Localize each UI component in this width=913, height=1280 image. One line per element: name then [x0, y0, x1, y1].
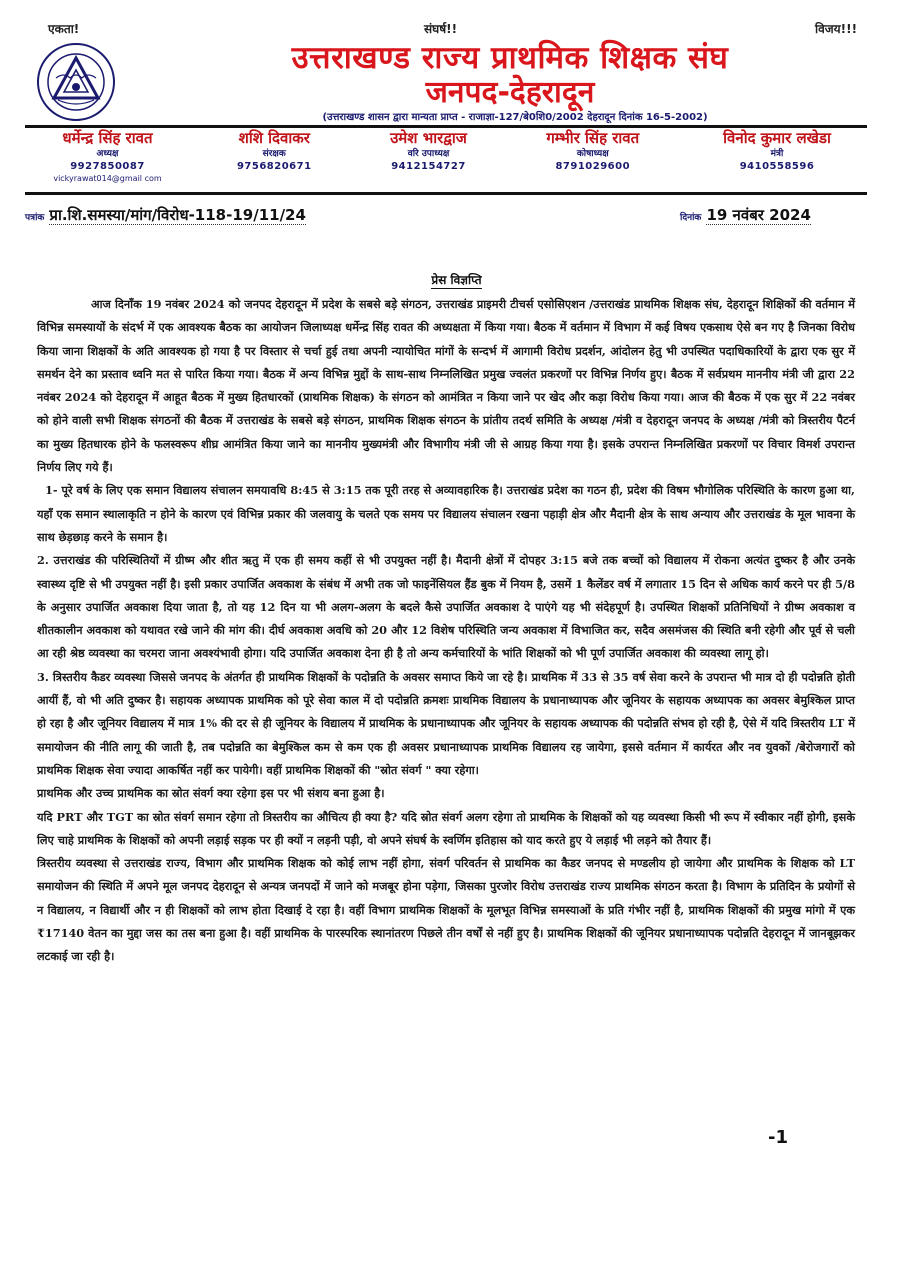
officer-name: शशि दिवाकर [238, 129, 310, 147]
officer-phone: 9410558596 [739, 161, 815, 172]
officer-role: अध्यक्ष [96, 149, 119, 159]
reference-value: प्रा.शि.समस्या/मांग/विरोध-118-19/11/24 [49, 206, 306, 224]
press-release-body [37, 293, 855, 969]
paragraph-point-1: 1- पूरे वर्ष के लिए एक समान विद्यालय संचालन समयावधि 8:45 से 3:15 तक पूरी तरह से अव्यावहारिक है। उत्तराखंड प्रदेश का गठन ही, प्रदेश की विषम भौगोलिक परिस्थिति के कारण हुआ था, यहाँ एक समान स्थालाकृति न होने के कारण एवं विभिन्न प्रकार की जलवायु के चलते एक समय पर विद्यालय संचालन रखना पहाड़ी क्षेत्र और मैदानी क्षेत्र के साथ अन्याय और उत्तराखंड के मूल भावना के साथ छेड़छाड़ करने के समान है। [37, 483, 855, 544]
officer-name: धर्मेन्द्र सिंह रावत [62, 129, 153, 147]
reference-label: पत्रांक [25, 213, 45, 223]
officer-name: विनोद कुमार लखेडा [723, 129, 831, 147]
officer-name: उमेश भारद्वाज [390, 129, 467, 147]
motto-unity: एकता! [48, 22, 80, 36]
association-emblem-icon [36, 42, 116, 122]
officer-senior-vice-president [359, 129, 499, 184]
officers-row [25, 129, 867, 184]
press-release-heading [0, 271, 913, 288]
header-divider-top [25, 125, 867, 128]
paragraph-prt-tgt: यदि PRT और TGT का स्रोत संवर्ग समान रहेगा तो त्रिस्तरीय का औचित्य ही क्या है? यदि स्रोत संवर्ग अलग रहेगा तो प्राथमिक के शिक्षकों को यह व्यवस्था किसी भी रूप में स्वीकार नहीं होगी, इसके लिए चाहे प्राथमिक के शिक्षकों को अपनी लड़ाई सड़क पर ही क्यों न लड़नी पड़ी, वो अपने संघर्ष के स्वर्णिम इतिहास को याद करते हुए ये लड़ाई भी लड़ने को तैयार हैं। [37, 809, 855, 847]
letter-date [680, 205, 811, 225]
officer-phone: 9412154727 [391, 161, 466, 172]
paragraph-source-cadre: प्राथमिक और उच्च प्राथमिक का स्रोत संवर्ग क्या रहेगा इस पर भी संशय बना हुआ है। [37, 786, 385, 801]
officer-secretary [687, 129, 867, 184]
registration-note: (उत्तराखण्ड शासन द्वारा मान्यता प्राप्त - राजाज्ञा-127/बे0शि0/2002 देहरादून दिनांक 16-5-2002) [322, 112, 708, 123]
officer-phone: 9756820671 [236, 161, 312, 172]
officer-treasurer [513, 129, 673, 184]
officer-role: कोषाध्यक्ष [576, 149, 609, 159]
motto-victory: विजय!!! [815, 22, 858, 36]
officer-email: vickyrawat014@gmail com [53, 174, 162, 183]
organization-title: उत्तराखण्ड राज्य प्राथमिक शिक्षक संघ [291, 40, 729, 76]
organization-district: जनपद-देहरादून [425, 75, 595, 110]
paragraph-conclusion: त्रिस्तरीय व्यवस्था से उत्तराखंड राज्य, विभाग और प्राथमिक शिक्षक को कोई लाभ नहीं होगा, संवर्ग परिवर्तन से प्राथमिक का कैडर जनपद से मण्डलीय हो जायेगा और प्राथमिक के शिक्षक को LT समायोजन की स्थिति में अपने मूल जनपद देहरादून से अन्यत्र जनपदों में जाने को मजबूर होना पड़ेगा, जिसका पुरजोर विरोध उत्तराखंड राज्य प्राथमिक संगठन करता है। विभाग के प्रतिदिन के प्रयोगों से न विद्यालय, न विद्यार्थी और न ही शिक्षकों को लाभ होता दिखाई दे रहा है। वहीं विभाग प्राथमिक शिक्षकों के मूलभूत विभिन्न समस्याओं के प्रति गंभीर नहीं है, प्राथमिक शिक्षकों की प्रमुख मांगो में एक ₹17140 वेतन का मुद्दा जस का तस बना हुआ है। वहीं प्राथमिक के पारस्परिक स्थानांतरण पिछले तीन वर्षों से नहीं हुए है। प्राथमिक शिक्षकों की जूनियर प्रधानाध्यापक पदोन्नति देहरादून में जानबूझकर लटकाई जा रही है। [37, 856, 855, 964]
officer-role: वरि उपाध्यक्ष [407, 149, 450, 159]
paragraph-intro: आज दिनाँक 19 नवंबर 2024 को जनपद देहरादून में प्रदेश के सबसे बड़े संगठन, उत्तराखंड प्राइमरी टीचर्स एसोसिएशन /उत्तराखंड प्राथमिक शिक्षक संघ, देहरादून शिक्षिकों की वर्तमान में विभिन्न समस्यायों के संदर्भ में एक आवश्यक बैठक का आयोजन जिलाध्यक्ष धर्मेन्द्र सिंह रावत की अध्यक्षता में किया गया। बैठक में वर्तमान में विभाग में कई विषय एकसाथ ऐसे बन गए है जिनका विरोध किया जाना शिक्षकों के अति आवश्यक हो गया है पर विस्तार से चर्चा हुई तथा अपनी न्यायोचित मांगों के सन्दर्भ में आगामी विरोध प्रदर्शन, आंदोलन हेतु भी उपस्थित पदाधिकारियों के द्वारा एक सुर में समर्थन देने का प्रस्ताव ध्वनि मत से पारित किया गया। बैठक में अन्य विभिन्न मुद्दों के साथ-साथ निम्नलिखित प्रमुख ज्वलंत प्रकरणों पर विभिन्न निर्णय हुए। बैठक में सर्वप्रथम माननीय मंत्री जी द्वारा 22 नवंबर 2024 को देहरादून में आहूत बैठक में मुख्य हितधारकों (प्राथमिक शिक्षक) के संगठन को आमंत्रित न किया जाने पर खेद और कड़ा विरोध किया गया। आज की बैठक में एक सुर में 22 नवंबर को होने वाली सभी शिक्षक संगठनों की बैठक में उत्तराखंड के सबसे बड़े संगठन, प्राथमिक शिक्षक संगठन के प्रांतीय तदर्थ समिति के अध्यक्ष /मंत्री व देहरादून जनपद के अध्यक्ष /मंत्री को त्रिस्तरीय पैटर्न का मुख्य हितधारक होने के फलस्वरूप शीघ्र आमंत्रित किया जाने का माननीय मुख्यमंत्री और विभागीय मंत्री जी से आग्रह किया गया है। इसके उपरान्त निम्नलिखित प्रकरणों पर विचार विमर्श उपरान्त निर्णय लिए गये हैं। [37, 297, 855, 475]
officer-phone: 9927850087 [70, 161, 145, 172]
officer-president [25, 129, 190, 184]
motto-struggle: संघर्ष!! [424, 22, 458, 36]
officer-role: संरक्षक [262, 149, 286, 159]
paragraph-point-2: 2. उत्तराखंड की परिस्थितियों में ग्रीष्म और शीत ऋतु में एक ही समय कहीं से भी उपयुक्त नहीं है। मैदानी क्षेत्रों में दोपहर 3:15 बजे तक बच्चों को विद्यालय में रोकना अत्यंत दुष्कर है और उनके स्वास्थ्य दृष्टि से भी उपयुक्त नहीं है। इसी प्रकार उपार्जित अवकाश के संबंध में अभी तक जो फाइनेंसियल हैंड बुक में नियम है, उसमें 1 कैलेंडर वर्ष में लगातार 15 दिन से अधिक कार्य करने पर ही 5/8 के अनुसार उपार्जित अवकाश दिया जाता है, तो यह 12 दिन या भी अलग-अलग के बदले कैसे उपार्जित अवकाश दे पाएंगे यह भी संदेहपूर्ण है। उपस्थित शिक्षकों प्रतिनिधियों ने ग्रीष्म अवकाश व शीतकालीन अवकाश को यथावत रखे जाने की मांग की। दीर्घ अवकाश अवधि को 20 और 12 विशेष परिस्थिति जन्य अवकाश में विभाजित कर, सदैव असमंजस की स्थिति बनी रहेगी और पूर्व से चली आ रही श्रेष्ठ व्यवस्था का चरमरा जाना अवश्यंभावी होगा। यदि उपार्जित अवकाश देना ही है तो अन्य कर्मचारियों के भांति शिक्षकों को भी पूर्ण उपार्जित अवकाश की व्यवस्था लागू हो। [37, 553, 855, 661]
officer-phone: 8791029600 [555, 161, 631, 172]
date-label: दिनांक [680, 213, 702, 223]
officer-patron [204, 129, 344, 184]
page-number: -1 [768, 1127, 788, 1148]
officer-role: मंत्री [770, 149, 784, 159]
reference-number [25, 205, 306, 225]
header-divider-bottom [25, 192, 867, 195]
paragraph-point-3: 3. त्रिस्तरीय कैडर व्यवस्था जिससे जनपद के अंतर्गत ही प्राथमिक शिक्षकों के पदोन्नति के अवसर समाप्त किये जा रहे है। प्राथमिक में 33 से 35 वर्ष सेवा करने के उपरान्त भी मात्र दो ही पदोन्नति होती आयीं हैं, वो भी अति दुष्कर है। सहायक अध्यापक प्राथमिक को पूरे सेवा काल में दो पदोन्नति क्रमशः प्राथमिक विद्यालय के प्रधानाध्यापक और जूनियर के सहायक अध्यापक का अवसर बेमुश्किल प्राप्त हो रहा है और जूनियर विद्यालय में मात्र 1% की दर से ही जूनियर के विद्यालय में प्राथमिक के प्रधानाध्यापक और जूनियर के सहायक अध्यापक की पदोन्नति संभव हो रही है, ऐसे में यदि त्रिस्तरीय LT में समायोजन की नीति लागू की जाती है, तब पदोन्नति का बेमुश्किल कम से कम एक ही अवसर प्रधानाध्यापक प्राथमिक विद्यालय रह जायेगा, इससे वर्तमान में कार्यरत और नव युवकों /बेरोजगारों को प्राथमिक शिक्षक सेवा ज्यादा आकर्षित नहीं कर पायेगी। वहीं प्राथमिक शिक्षकों की "स्रोत संवर्ग " क्या रहेगा। [37, 669, 855, 777]
press-release-heading-text: प्रेस विज्ञप्ति [431, 273, 482, 287]
officer-name: गम्भीर सिंह रावत [546, 129, 640, 147]
date-value: 19 नवंबर 2024 [706, 206, 811, 224]
